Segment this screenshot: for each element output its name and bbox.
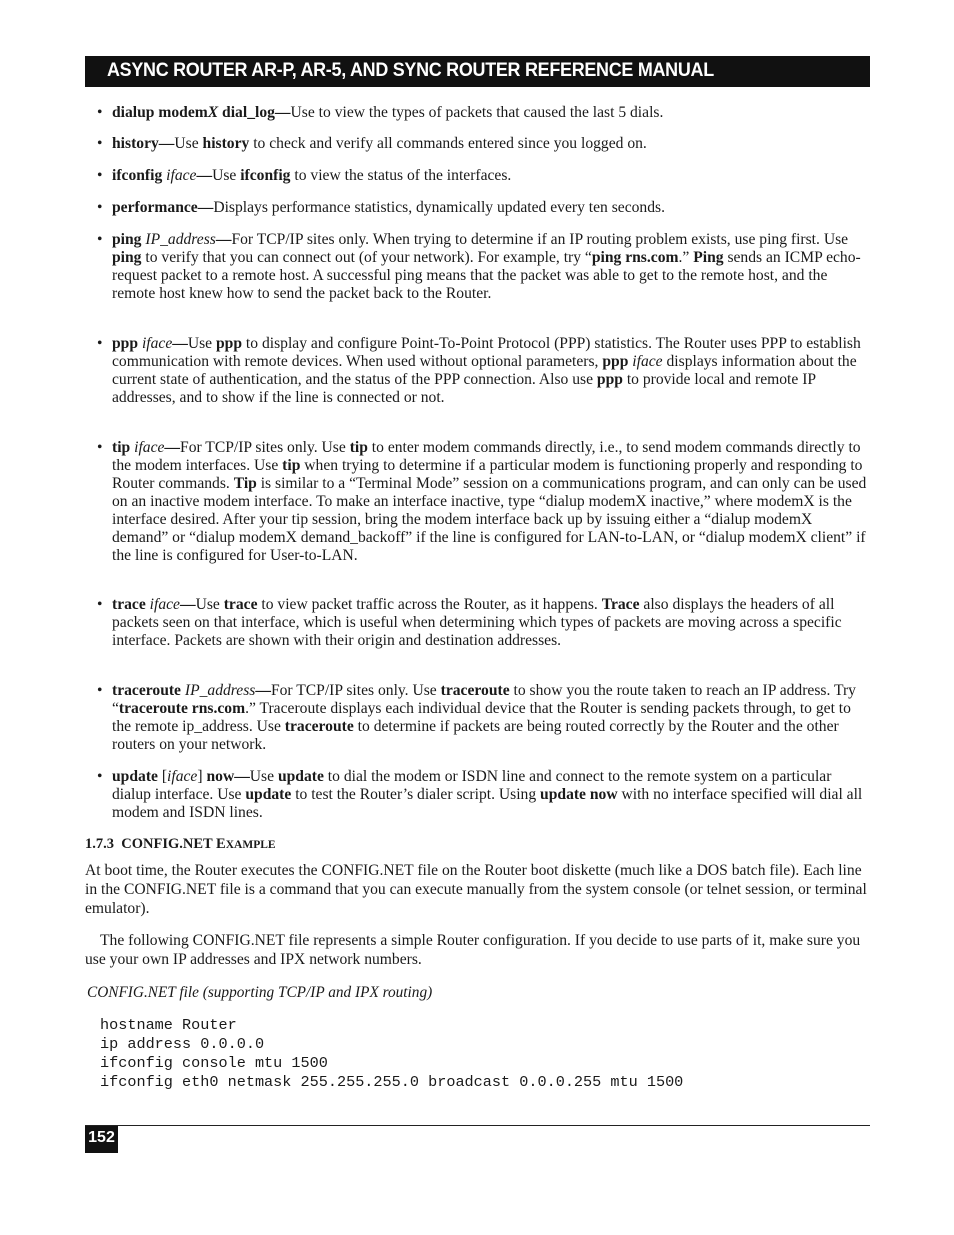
keyword: tip [282,457,301,474]
em-dash: — [255,682,271,699]
section-heading [85,836,276,853]
command-name: trace [112,596,146,613]
bullet-ifconfig [97,167,869,185]
bullet-text: .” [678,249,694,266]
bullet-text: For TCP/IP sites only. When trying to determine if an IP routing problem exists, use ping first. Use [231,231,849,248]
bracket: ] [197,768,203,785]
bullet-text: to view the status of the interfaces. [290,167,512,184]
command-name: dialup modem [112,104,208,121]
bracket: [ [161,768,168,785]
em-dash: — [172,335,188,352]
footer-rule [85,1125,870,1126]
page-number: 152 [88,1129,115,1146]
header-bar [85,56,870,87]
bullet-dot: • [97,682,103,699]
page-header-title: ASYNC ROUTER AR-P, AR-5, AND SYNC ROUTER REFERENCE MANUAL [107,59,714,81]
command-argument: iface [134,439,165,456]
keyword: traceroute [284,718,354,735]
section-title: CONFIG.NET E [121,836,226,852]
em-dash: — [197,199,214,216]
bullet-text: to provide local and remote IP addresses, and to show if the line is connected or not. [112,371,816,406]
bullet-text: to dial the modem or ISDN line and connect to the remote system on a particular dialup interface. Use [112,768,832,803]
bullet-text: Use [174,135,203,152]
keyword: Ping [693,249,724,266]
bullet-update [97,768,869,822]
bullet-dot: • [97,335,103,352]
keyword: Tip [233,475,257,492]
em-dash: — [179,596,196,613]
bullet-text: to view packet traffic across the Router, as it happens. [257,596,602,613]
code-line: hostname Router [100,1016,237,1034]
command-name: tip [112,439,131,456]
keyword: Trace [601,596,640,613]
code-line: ifconfig console mtu 1500 [100,1054,328,1072]
bullet-dot: • [97,199,103,216]
bullet-dot: • [97,167,103,184]
section-number: 1.7.3 [85,836,114,852]
command-argument: iface [141,335,173,352]
command-name-suffix: dial_log [218,104,275,121]
command-name: traceroute [112,682,181,699]
bullet-text: For TCP/IP sites only. Use [180,439,350,456]
keyword: traceroute [440,682,510,699]
bullet-dot: • [97,439,103,456]
em-dash: — [274,104,291,121]
bullet-text: Use [212,167,241,184]
command-argument: iface [149,596,180,613]
keyword: ping [112,249,142,266]
em-dash: — [164,439,181,456]
bullet-text: to display and configure Point-To-Point Protocol (PPP) statistics. The Router uses PPP to establish communication with remote devices. When used without optional parameters, [112,335,861,370]
bullet-text: to check and verify all commands entered since you logged on. [249,135,647,152]
bullet-text: to test the Router’s dialer script. Using [291,786,541,803]
keyword: trace [223,596,258,613]
page-number-box [85,1126,118,1153]
bullet-trace [97,596,869,650]
command-argument: IP_address [184,682,256,699]
command-argument: iface [632,353,663,370]
command-name: ifconfig [112,167,163,184]
bullet-text: to show you the route taken to reach an IP address. Try “ [112,682,856,717]
bullet-text: to enter modem commands directly, i.e., to send modem commands directly to the modem interfaces. Use [112,439,861,474]
command-argument: iface [167,768,198,785]
bullet-traceroute [97,682,869,754]
keyword: update [245,786,292,803]
keyword: history [202,135,250,152]
command-name: ppp [112,335,139,352]
paragraph-boot-time: At boot time, the Router executes the CONFIG.NET file on the Router boot diskette (much like a DOS batch file). Each line in the CONFIG.NET file is a command that you can execute manually from the system console (or telnet session, or terminal emulator). [85,862,867,917]
bullet-text: to determine if packets are being routed correctly by the Router and the other routers on your network. [112,718,839,753]
bullet-text: to verify that you can connect out (of your network). For example, try “ [141,249,592,266]
keyword: ppp [216,335,243,352]
keyword: ping rns.com [591,249,679,266]
em-dash: — [215,231,232,248]
keyword: ppp [596,371,623,388]
bullet-history [97,135,869,153]
bullet-text: displays information about the current state of authentication, and the status of the PPP connection. Also use [112,353,857,388]
command-variable: X [207,104,219,121]
command-argument: iface [166,167,197,184]
keyword: update [277,768,324,785]
command-name: performance [112,199,198,216]
bullet-text: sends an ICMP echo-request packet to a remote host. A successful ping means that the packet was able to get to the remote host, and the remote host knew how to send the packet back to the Router. [112,249,861,302]
bullet-performance [97,199,869,217]
bullet-dot: • [97,135,103,152]
bullet-dot: • [97,231,103,248]
bullet-dot: • [97,768,103,785]
paragraph-config-intro: The following CONFIG.NET file represents a simple Router configuration. If you decide to use parts of it, make sure you use your own IP addresses and IPX network numbers. [85,932,861,968]
command-name: history [112,135,159,152]
code-block [100,1016,683,1092]
bullet-text: is similar to a “Terminal Mode” session on a communications program, and can only can be used on an inactive modem interface. To make an interface inactive, type “dialup modemX inactive,” where modemX is the interface desired. After your tip session, bring the modem interface back up by issuing either a “dialup modemX demand” or “dialup modemX demand_backoff” if the line is configured for LAN-to-LAN, or “dialup modemX client” if the line is configured for User-to-LAN. [112,475,867,564]
command-name: update [112,768,158,785]
keyword: ifconfig [240,167,291,184]
command-name-suffix: now [206,768,235,785]
keyword: update now [540,786,618,803]
bullet-text: For TCP/IP sites only. Use [270,682,441,699]
bullet-text: Displays performance statistics, dynamically updated every ten seconds. [213,199,665,216]
bullet-dot: • [97,104,103,121]
bullet-text: Use [249,768,278,785]
em-dash: — [158,135,175,152]
bullet-tip [97,439,869,565]
bullet-dot: • [97,596,103,613]
bullet-text: Use [195,596,224,613]
bullet-ppp [97,335,869,407]
code-line: ifconfig eth0 netmask 255.255.255.0 broadcast 0.0.0.255 mtu 1500 [100,1073,684,1091]
keyword: ppp [602,353,629,370]
bullet-text: also displays the headers of all packets seen on that interface, which is useful when determining which types of packets are moving across a specific interface. Packets are shown with their origin and destination addresses. [112,596,842,649]
em-dash: — [196,167,213,184]
command-argument: IP_address [145,231,216,248]
section-title-smallcaps: XAMPLE [225,839,276,851]
bullet-text: Use to view the types of packets that caused the last 5 dials. [290,104,664,121]
code-caption: CONFIG.NET file (supporting TCP/IP and IPX routing) [87,984,433,1001]
keyword: traceroute rns.com [118,700,246,717]
bullet-text: Use [187,335,216,352]
bullet-dial-log [97,104,869,122]
keyword: tip [349,439,368,456]
em-dash: — [234,768,250,785]
bullet-ping [97,231,869,303]
bullet-text: when trying to determine if a particular modem is functioning properly and responding to Router commands. [112,457,863,492]
command-name: ping [112,231,142,248]
bullet-text: .” Traceroute displays each individual device that the Router is sending packets through, to get to the remote ip_address. Use [112,700,851,735]
bullet-text: with no interface specified will dial all modem and ISDN lines. [112,786,863,821]
code-line: ip address 0.0.0.0 [100,1035,265,1053]
